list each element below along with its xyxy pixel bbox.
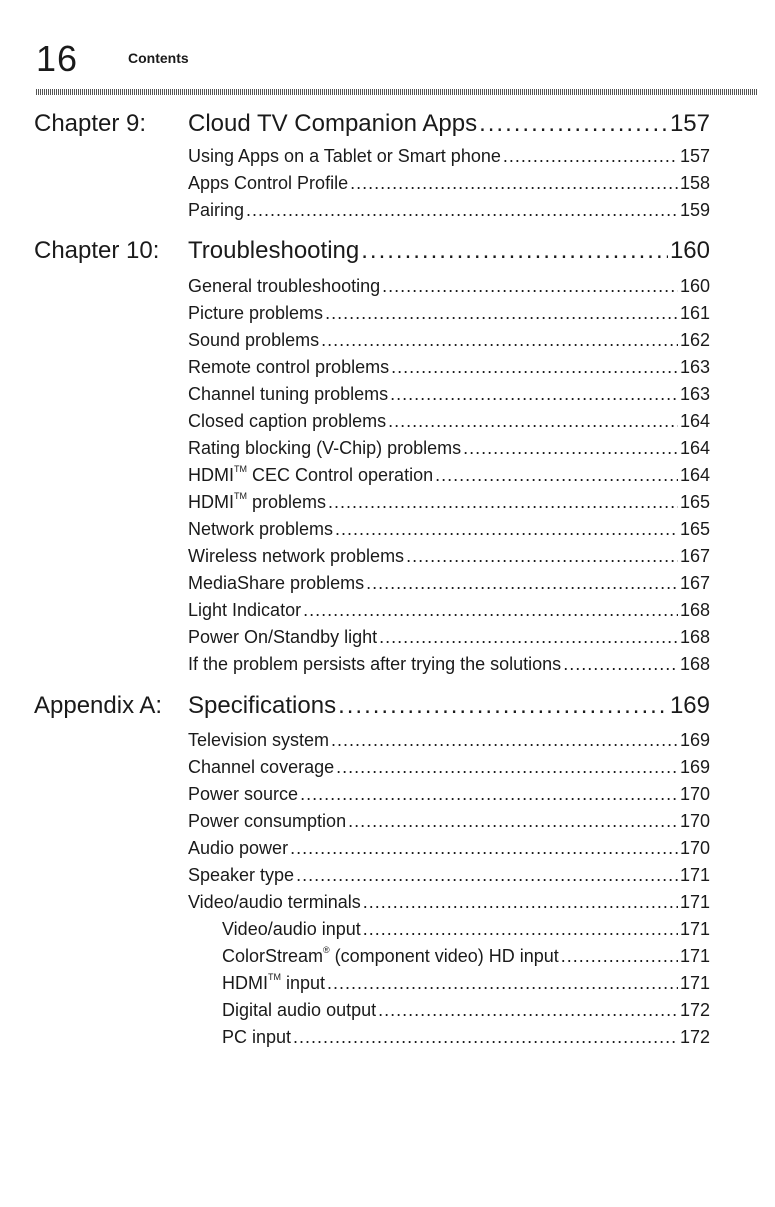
chapter-title: Cloud TV Companion Apps — [188, 110, 478, 137]
entry-page: 163 — [679, 357, 710, 377]
entry-page: 157 — [679, 146, 710, 166]
entry-label: Power consumption — [188, 811, 347, 831]
trademark-mark: TM — [234, 464, 247, 474]
toc-entry[interactable] — [188, 573, 710, 594]
entry-page: 168 — [679, 654, 710, 674]
entry-label: Remote control problems — [188, 357, 390, 377]
entry-page: 165 — [679, 492, 710, 512]
entry-label: Television system — [188, 730, 330, 750]
entry-label: Digital audio output — [222, 1000, 377, 1020]
dot-leader — [350, 173, 678, 194]
entry-label: MediaShare problems — [188, 573, 365, 593]
toc-entry[interactable] — [188, 357, 710, 378]
dot-leader — [388, 411, 678, 432]
dot-leader — [563, 654, 678, 675]
dot-leader — [290, 838, 678, 859]
toc-entry[interactable] — [188, 600, 710, 621]
toc-subentry[interactable] — [222, 1027, 710, 1048]
entry-page: 170 — [679, 838, 710, 858]
chapter-page: 160 — [669, 237, 710, 264]
toc-entry[interactable] — [188, 811, 710, 832]
dot-leader — [561, 946, 678, 967]
entry-page: 168 — [679, 627, 710, 647]
toc-chapter-9[interactable] — [34, 110, 710, 138]
chapter-number: Appendix A: — [34, 692, 163, 719]
entry-page: 171 — [679, 865, 710, 885]
dot-leader — [390, 384, 678, 405]
entry-page: 171 — [679, 919, 710, 939]
dot-leader — [382, 276, 678, 297]
toc-entry[interactable] — [188, 384, 710, 405]
toc-entry[interactable] — [188, 757, 710, 778]
toc-entry[interactable] — [188, 411, 710, 432]
entry-label: If the problem persists after trying the solutions — [188, 654, 562, 674]
entry-page: 164 — [679, 465, 710, 485]
chapter-page: 157 — [669, 110, 710, 137]
entry-page: 171 — [679, 946, 710, 966]
toc-entry[interactable] — [188, 519, 710, 540]
entry-label: HDMI™ CEC Control operation — [188, 464, 434, 485]
entry-page: 172 — [679, 1027, 710, 1047]
entry-page: 170 — [679, 811, 710, 831]
toc-entry[interactable] — [188, 276, 710, 297]
toc-entry[interactable] — [188, 173, 710, 194]
trademark-mark: TM — [234, 491, 247, 501]
dot-leader — [391, 357, 678, 378]
toc-entry[interactable] — [188, 330, 710, 351]
page-number: 16 — [36, 38, 79, 79]
toc-entry[interactable] — [188, 146, 710, 167]
entry-label: Pairing — [188, 200, 245, 220]
dot-leader — [379, 627, 678, 648]
entry-label: Light Indicator — [188, 600, 302, 620]
entry-page: 172 — [679, 1000, 710, 1020]
entry-label: Channel tuning problems — [188, 384, 389, 404]
entry-label: Picture problems — [188, 303, 324, 323]
toc-entry[interactable] — [188, 303, 710, 324]
dot-leader — [325, 303, 678, 324]
chapter-page: 169 — [669, 692, 710, 719]
page-header — [36, 38, 756, 88]
entry-label: Rating blocking (V-Chip) problems — [188, 438, 462, 458]
dot-leader — [296, 865, 678, 886]
entry-label: Audio power — [188, 838, 289, 858]
dot-leader — [331, 730, 678, 751]
toc-entry[interactable] — [188, 438, 710, 459]
dot-leader — [303, 600, 678, 621]
trademark-mark: TM — [268, 972, 281, 982]
entry-label: Video/audio terminals — [188, 892, 361, 912]
entry-label: Wireless network problems — [188, 546, 405, 566]
entry-page: 171 — [679, 892, 710, 912]
entry-page: 169 — [679, 757, 710, 777]
entry-page: 171 — [679, 973, 710, 993]
dot-leader — [348, 811, 678, 832]
dot-leader — [363, 919, 678, 940]
entry-label: Apps Control Profile — [188, 173, 349, 193]
entry-label: Channel coverage — [188, 757, 335, 777]
entry-page: 163 — [679, 384, 710, 404]
entry-page: 167 — [679, 546, 710, 566]
dot-leader — [335, 519, 678, 540]
toc-entry[interactable] — [188, 200, 710, 221]
entry-page: 164 — [679, 438, 710, 458]
entry-page: 161 — [679, 303, 710, 323]
toc-entry[interactable] — [188, 838, 710, 859]
entry-label: ColorStream® (component video) HD input — [222, 945, 559, 966]
toc-entry[interactable] — [188, 492, 710, 513]
dot-leader — [363, 892, 678, 913]
dot-leader — [293, 1027, 678, 1048]
toc-entry[interactable] — [188, 654, 710, 675]
dot-leader — [503, 146, 678, 167]
chapter-title: Specifications — [188, 692, 337, 719]
dot-leader — [406, 546, 678, 567]
toc-subentry[interactable] — [222, 1000, 710, 1021]
entry-page: 160 — [679, 276, 710, 296]
chapter-title: Troubleshooting — [188, 237, 360, 264]
toc-subentry[interactable] — [222, 919, 710, 940]
chapter-number: Chapter 9: — [34, 110, 147, 137]
entry-label: HDMI™ problems — [188, 491, 327, 512]
dot-leader — [366, 573, 678, 594]
toc-chapter-10[interactable] — [34, 237, 710, 265]
toc-entry[interactable] — [188, 730, 710, 751]
chapter-number: Chapter 10: — [34, 237, 160, 264]
dot-leader — [435, 465, 678, 486]
entry-label: Network problems — [188, 519, 334, 539]
entry-page: 158 — [679, 173, 710, 193]
entry-label: PC input — [222, 1027, 292, 1047]
dot-leader — [463, 438, 678, 459]
registered-mark: ® — [323, 945, 330, 955]
toc-entry[interactable] — [188, 546, 710, 567]
toc-entry[interactable] — [188, 465, 710, 486]
entry-page: 164 — [679, 411, 710, 431]
entry-page: 169 — [679, 730, 710, 750]
running-title: Contents — [128, 50, 189, 66]
toc-entry[interactable] — [188, 892, 710, 913]
dot-leader — [479, 110, 668, 138]
dot-leader — [361, 237, 668, 265]
toc-subentry[interactable] — [222, 946, 710, 967]
entry-label: Speaker type — [188, 865, 295, 885]
entry-label: Video/audio input — [222, 919, 361, 939]
entry-label: Power source — [188, 784, 299, 804]
toc-subentry[interactable] — [222, 973, 710, 994]
dot-leader — [336, 757, 678, 778]
entry-page: 167 — [679, 573, 710, 593]
dot-leader — [300, 784, 678, 805]
toc-appendix-a[interactable] — [34, 692, 710, 720]
entry-page: 159 — [679, 200, 710, 220]
dot-leader — [328, 492, 678, 513]
dot-leader — [321, 330, 678, 351]
entry-label: Closed caption problems — [188, 411, 387, 431]
entry-page: 170 — [679, 784, 710, 804]
entry-label: General troubleshooting — [188, 276, 381, 296]
entry-label: HDMI™ input — [222, 972, 326, 993]
dot-leader — [327, 973, 678, 994]
entry-page: 165 — [679, 519, 710, 539]
toc-entry[interactable] — [188, 784, 710, 805]
dot-leader — [246, 200, 678, 221]
header-rule — [36, 89, 758, 95]
entry-page: 162 — [679, 330, 710, 350]
dot-leader — [378, 1000, 678, 1021]
toc-entry[interactable] — [188, 865, 710, 886]
entry-label: Power On/Standby light — [188, 627, 378, 647]
dot-leader — [338, 692, 668, 720]
entry-label: Using Apps on a Tablet or Smart phone — [188, 146, 501, 166]
toc-entry[interactable] — [188, 627, 710, 648]
entry-page: 168 — [679, 600, 710, 620]
entry-label: Sound problems — [188, 330, 320, 350]
